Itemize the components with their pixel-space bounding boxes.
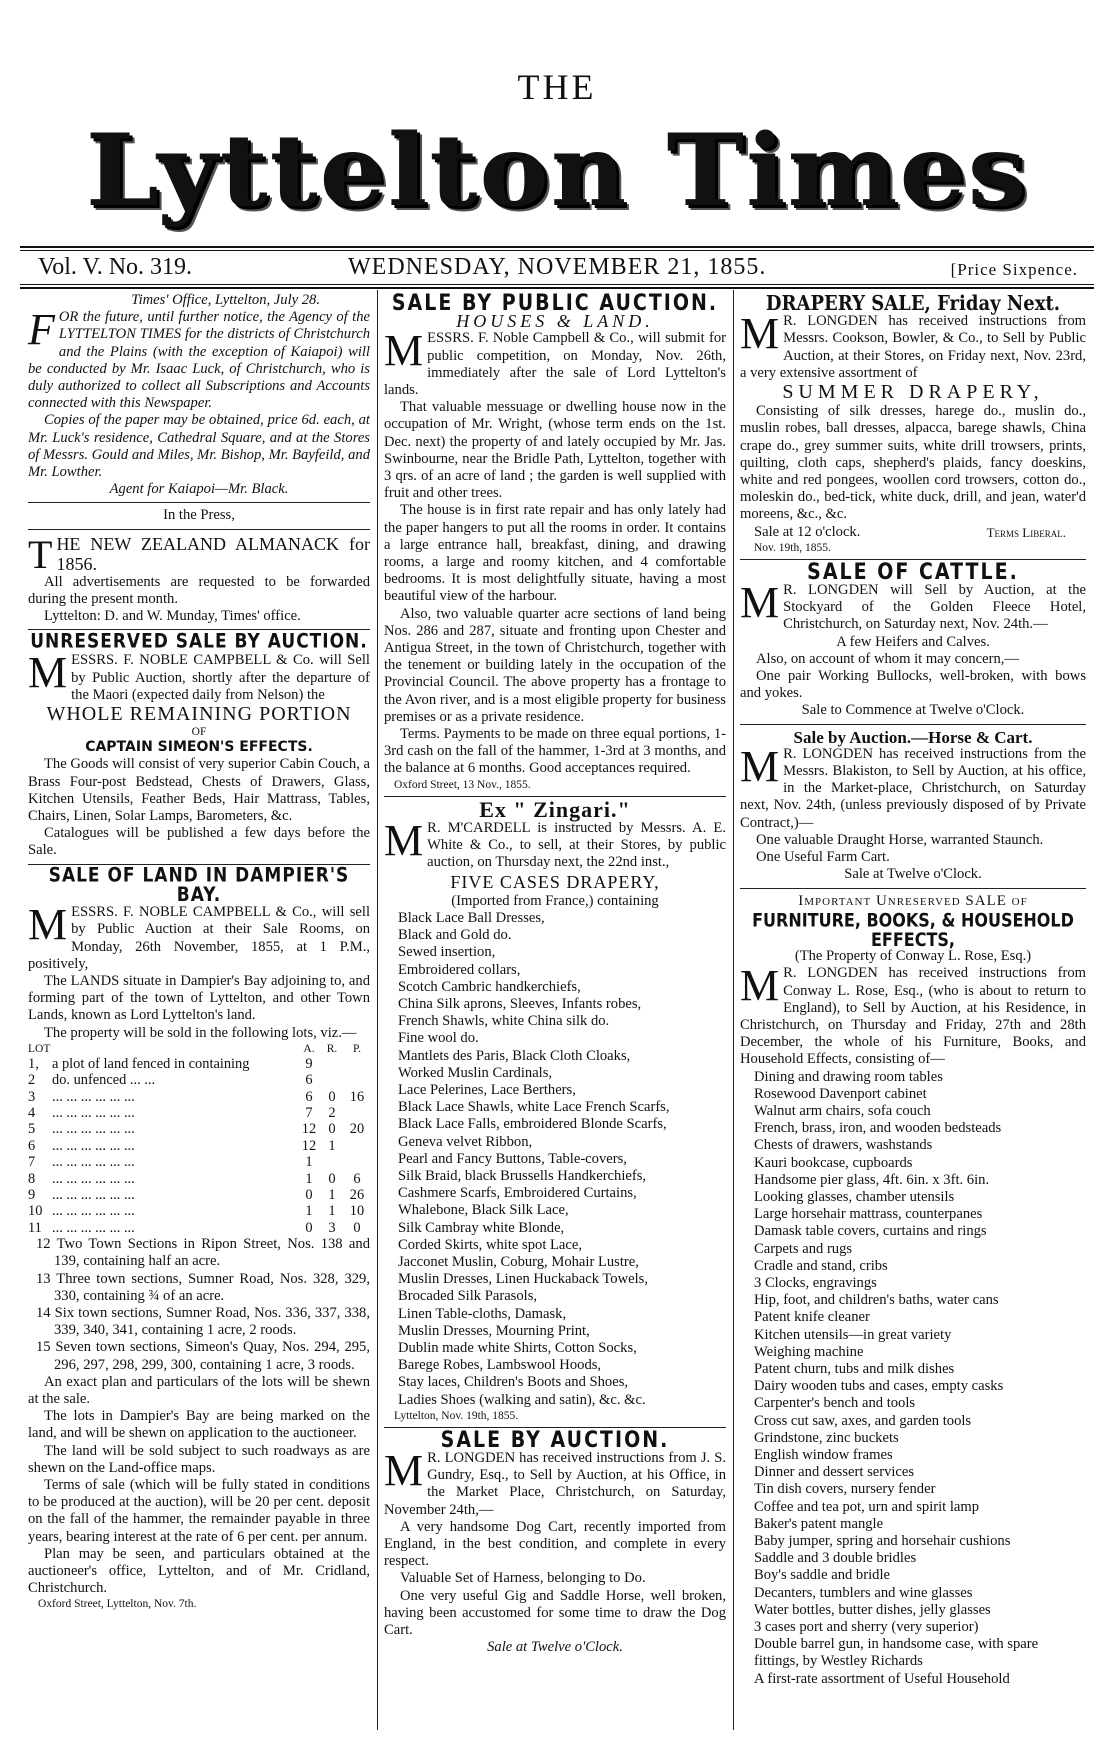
divider (28, 502, 370, 503)
cattle-sale-heading: SALE OF CATTLE. (807, 559, 1019, 585)
list-item: Chests of drawers, washstands (754, 1137, 933, 1154)
masthead-rule-top (20, 246, 1094, 248)
catalogues-note: Catalogues will be published a few days before the Sale. (28, 825, 370, 859)
drop-cap: M (740, 741, 780, 791)
almanack-body: All advertisements are requested to be forwarded during the present month. (28, 573, 370, 607)
table-row: 8 ... ... ... ... ... ... 1 0 6 (28, 1170, 361, 1187)
list-item: China Silk aprons, Sleeves, Infants robes, (398, 995, 642, 1012)
imported-from-france: (Imported from France,) containing (451, 892, 659, 909)
list-item: Barege Robes, Lambswool Hoods, (398, 1357, 602, 1374)
list-item: Weighing machine (754, 1343, 864, 1360)
terms-liberal: Terms Liberal. (986, 524, 1066, 540)
lots-table (28, 1042, 370, 1236)
five-cases-drapery: FIVE CASES DRAPERY, (450, 871, 660, 892)
dwelling-house: That valuable messuage or dwelling house now in the occupation of Mr. Wright, (whose term ends on the 1st. Dec. next) the property of and lately occupied by Mr. Jas. Swinbourne, near the Bridle Path, Lyttelton, together with 3 qrs. of an acre of land ; the garden is well supplied with fruit and other trees. (384, 399, 726, 502)
notice-copies: Copies of the paper may be obtained, price 6d. each, at Mr. Luck's residence, Cathedral Square, and at the Stores of Messrs. Gould and Miles, Mr. Bishop, Mr. Bayfeild, and Mr. Lowther. (28, 412, 370, 481)
table-row: 2 do. unfenced ... ... 6 (28, 1072, 313, 1089)
list-item: Black Lace Ball Dresses, (398, 909, 545, 926)
issue-date: WEDNESDAY, NOVEMBER 21, 1855. (348, 254, 767, 280)
zingari-sign: Lyttelton, Nov. 19th, 1855. (394, 1409, 519, 1422)
dampier-plan-seen: Plan may be seen, and particulars obtained at the auctioneer's office, Lyttelton, and of Mr. Cridland, Christchurch. (28, 1545, 370, 1597)
list-item: Carpenter's bench and tools (754, 1395, 916, 1412)
drop-cap: M (384, 326, 424, 376)
masthead-the: THE (517, 67, 597, 107)
dampier-marked: The lots in Dampier's Bay are being marked on the land, and will be shewn on application to the auctioneer. (28, 1408, 370, 1442)
lot-13: 13 Three town sections, Sumner Road, Nos. 328, 329, 330, containing ¾ of an acre. (36, 1270, 370, 1304)
notice-dateline: Times' Office, Lyttelton, July 28. (131, 292, 320, 308)
list-item: Handsome pier glass, 4ft. 6in. x 3ft. 6in. (754, 1171, 990, 1188)
houses-land-subheading: HOUSES & LAND. (456, 311, 654, 332)
table-row: 3 ... ... ... ... ... ... 6 0 16 (28, 1088, 365, 1105)
drapery-sale-heading: DRAPERY SALE, Friday Next. (765, 291, 1061, 316)
divider (740, 888, 1086, 889)
list-item: Boy's saddle and bridle (754, 1567, 890, 1584)
list-item: Muslin Dresses, Linen Huckaback Towels, (398, 1271, 648, 1288)
list-item: Cashmere Scarfs, Embroidered Curtains, (398, 1185, 637, 1202)
dampier-sale-heading: SALE OF LAND IN DAMPIER'S BAY. (48, 863, 350, 907)
lot-12: 12 Two Town Sections in Ripon Street, Nos. 138 and 139, containing half an acre. (36, 1236, 370, 1270)
list-item: Water bottles, butter dishes, jelly glasses (754, 1601, 991, 1618)
horse-cart-heading: Sale by Auction.—Horse & Cart. (793, 727, 1033, 747)
list-item: Jacconet Muslin, Coburg, Mohair Lustre, (398, 1253, 639, 1270)
dateline (28, 254, 1088, 282)
table-row: 4 ... ... ... ... ... ... 7 2 (28, 1104, 336, 1121)
table-row: 7 ... ... ... ... ... ... 1 (28, 1154, 313, 1171)
drop-cap: M (740, 961, 780, 1011)
list-item: Damask table covers, curtains and rings (754, 1223, 987, 1240)
public-auction-body: MESSRS. F. Noble Campbell & Co., will submit for public competition, on Monday, Nov. 26th, immediately after the sale of Lord Lyttelton's lands. (384, 326, 726, 399)
press-label: In the Press, (163, 507, 235, 524)
lot-15: 15 Seven town sections, Simeon's Quay, Nos. 294, 295, 296, 297, 298, 299, 300, containing 1 acre, 3 roods. (36, 1339, 370, 1373)
list-item: French Shawls, white China silk do. (398, 1013, 610, 1030)
auction-time: Sale at Twelve o'Clock. (487, 1639, 623, 1656)
list-item: Dublin made white Shirts, Cotton Socks, (398, 1339, 637, 1356)
list-item: Tin dish covers, nursery fender (754, 1481, 936, 1498)
cattle-sale-body: M R. LONGDEN will Sell by Auction, at the Stockyard of the Golden Fleece Hotel, Christchurch, on Saturday next, Nov. 24th.— (740, 578, 1086, 633)
masthead-rule-top-thin (20, 250, 1094, 251)
volume-number: Vol. V. No. 319. (38, 254, 193, 280)
list-item: Silk Braid, black Brussells Handkerchiefs, (398, 1167, 647, 1184)
zingari-heading: Ex " Zingari." (479, 796, 631, 822)
list-item: Patent churn, tubs and milk dishes (754, 1360, 955, 1377)
public-auction-heading: SALE BY PUBLIC AUCTION. (391, 290, 719, 316)
notice-agent: Agent for Kaiapoi—Mr. Black. (109, 481, 289, 498)
drop-cap: T (28, 531, 53, 577)
payment-terms: Terms. Payments to be made on three equal portions, 1-3rd cash on the fall of the hammer, 1-3rd at 3 months, and the balance at 6 months. Good acceptances required. (384, 726, 726, 777)
list-item: Carpets and rugs (754, 1240, 853, 1257)
list-item: Cross cut saw, axes, and garden tools (754, 1412, 972, 1429)
list-item: Patent knife cleaner (754, 1309, 870, 1326)
list-item: Ladies Shoes (walking and satin), &c. &c. (398, 1391, 646, 1408)
dampier-property: The property will be sold in the following lots, viz.— (44, 1024, 357, 1041)
list-item: Saddle and 3 double bridles (754, 1550, 917, 1567)
agency-notice (28, 305, 370, 412)
heifers-calves: A few Heifers and Calves. (836, 633, 990, 650)
furniture-heading: FURNITURE, BOOKS, & HOUSEHOLD EFFECTS, (752, 908, 1074, 951)
column-1 (28, 292, 370, 1611)
drop-cap: M (28, 900, 68, 950)
harness: Valuable Set of Harness, belonging to Do. (400, 1570, 646, 1587)
drop-cap: M (384, 1446, 424, 1495)
furniture-body: M R. LONGDEN has received instructions from Conway L. Rose, Esq., (who is about to return to England), to Sell by Auction, at his Residence, in Christchurch, on Thursday and Friday, 27th and 28th December, the whole of his Furniture, Books, and Household Effects, consisting of— (740, 961, 1086, 1068)
list-item: Black Lace Shawls, white Lace French Scarfs, (398, 1099, 670, 1116)
lot-14: 14 Six town sections, Sumner Road, Nos. 336, 337, 338, 339, 340, 341, containing 1 acre, 2 roods. (36, 1305, 370, 1339)
list-item: Worked Muslin Cardinals, (398, 1064, 553, 1081)
list-item: Baby jumper, spring and horsehair cushions (754, 1533, 1011, 1550)
table-row: 1, a plot of land fenced in containing 9 (28, 1055, 313, 1072)
divider (740, 724, 1086, 725)
public-auction-sign: Oxford Street, 13 Nov., 1855. (394, 778, 531, 791)
list-item: Pearl and Fancy Buttons, Table-covers, (398, 1150, 627, 1167)
list-item: Corded Skirts, white spot Lace, (398, 1236, 583, 1253)
table-row: 10 ... ... ... ... ... ... 1 1 10 (28, 1203, 365, 1220)
list-item: Geneva velvet Ribbon, (398, 1133, 533, 1150)
list-item: Kauri bookcase, cupboards (754, 1154, 913, 1171)
list-item: 3 cases port and sherry (very superior) (754, 1619, 979, 1636)
list-item: Grindstone, zinc buckets (754, 1429, 899, 1446)
quarter-acre-sections: Also, two valuable quarter acre sections of land being Nos. 286 and 287, situate and fronting upon Chester and Antigua Street, in the town of Christchurch, together with the tenement or building lately in the occupation of the Provincial Council. The above property has a frontage to the Avon river, and is a most eligible property for business premises or as a private residence. (384, 605, 726, 725)
masthead-rule-bottom-thin (20, 284, 1094, 285)
cattle-also: Also, on account of whom it may concern,— (756, 650, 1020, 667)
zingari-body: M R. M'CARDELL is instructed by Messrs. A. E. White & Co., to sell, at their Stores, by public auction, on Thursday next, the 22nd inst., (384, 815, 726, 871)
of-label: OF (191, 726, 207, 739)
divider (28, 529, 370, 530)
list-item: Whalebone, Black Silk Lace, (398, 1202, 569, 1219)
cattle-sale-time: Sale to Commence at Twelve o'Clock. (801, 702, 1025, 719)
masthead-title: Lyttelton Times (85, 112, 1029, 229)
drapery-sale-body: M R. LONGDEN has received instructions from Messrs. Cookson, Bowler, & Co., to Sell by Public Auction, at their Stores, on Friday next, Nov. 23rd, a very extensive assortment of (740, 309, 1086, 381)
furniture-property: (The Property of Conway L. Rose, Esq.) (794, 948, 1032, 965)
table-row: 5 ... ... ... ... ... ... 12 0 20 (28, 1121, 365, 1138)
list-item: 3 Clocks, engravings (754, 1274, 877, 1291)
table-row: 11 ... ... ... ... ... ... 0 3 0 (28, 1219, 361, 1236)
draught-horse: One valuable Draught Horse, warranted Staunch. (756, 831, 1044, 848)
price-label: [Price Sixpence. (950, 260, 1078, 279)
house-description: The house is in first rate repair and has only lately had the paper hangers to put all the rooms in order. It contains a large entrance hall, breakfast, dining, and drawing rooms, a large and roomy kitchen, and 4 comfortable bedrooms. It is most delightfully situate, having a most beautiful view of the harbour. (384, 502, 726, 605)
drop-cap: M (740, 309, 780, 359)
dampier-terms: Terms of sale (which will be fully stated in conditions to be produced at the auction), will be 20 per cent. deposit on the fall of the hammer, the remainder payable in three years, bearing interest at the rate of 6 per cent. per annum. (28, 1477, 370, 1545)
summer-drapery: SUMMER DRAPERY, (782, 381, 1044, 404)
list-item: Large horsehair mattrass, counterpanes (754, 1206, 983, 1223)
list-item: Silk Cambray white Blonde, (398, 1219, 565, 1236)
dampier-sale-body: MESSRS. F. NOBLE CAMPBELL & Co., will sell by Public Auction at their Sale Rooms, on Monday, 26th November, 1855, at 1 P.M., positively, (28, 900, 370, 972)
goods-list: The Goods will consist of very superior Cabin Couch, a Brass Four-post Bedstead, Chests of Drawers, Glass, Kitchen Utensils, Feather Beds, Hair Mattrass, Tables, Chairs, Linen, Solar Lamps, Barometers, &c. (28, 756, 370, 825)
dog-cart: A very handsome Dog Cart, recently imported from England, in the best condition, and complete in every respect. (384, 1518, 726, 1570)
drapery-date: Nov. 19th, 1855. (754, 541, 831, 554)
lots-table-header (28, 1042, 370, 1056)
drop-cap: M (384, 815, 424, 865)
dampier-roadways: The land will be sold subject to such roadways as are shewn on the Land-office maps. (28, 1442, 370, 1476)
dampier-sign: Oxford Street, Lyttelton, Nov. 7th. (38, 1598, 197, 1611)
header-perches: P. (353, 1042, 361, 1055)
furniture-items-list (740, 1069, 1086, 1688)
working-bullocks: One pair Working Bullocks, well-broken, with bows and yokes. (740, 668, 1086, 702)
list-item: Embroidered collars, (398, 961, 521, 978)
drapery-sale-terms-line (740, 524, 1086, 541)
list-item: French, brass, iron, and wooden bedsteads (754, 1120, 1002, 1137)
dampier-plan: An exact plan and particulars of the lots will be shewn at the sale. (28, 1373, 370, 1408)
list-item: Black Lace Falls, embroidered Blonde Scarfs, (398, 1116, 667, 1133)
list-item: A first-rate assortment of Useful Household (754, 1670, 1010, 1687)
furniture-pre-heading: Important Unreserved SALE of (798, 892, 1028, 909)
list-item: Mantlets des Paris, Black Cloth Cloaks, (398, 1047, 631, 1064)
list-item: Coffee and tea pot, urn and spirit lamp (754, 1498, 980, 1515)
drop-cap: F (28, 305, 55, 355)
sale-by-auction-body: M R. LONGDEN has received instructions from J. S. Gundry, Esq., to Sell by Auction, at his Office, in the Market Place, Christchurch, on Saturday, November 24th,— (384, 1446, 726, 1518)
drop-cap: M (740, 578, 780, 628)
list-item: Brocaded Silk Parasols, (398, 1288, 538, 1305)
zingari-items-list (384, 910, 726, 1409)
unreserved-sale-body: MESSRS. F. NOBLE CAMPBELL & Co. will Sell by Public Auction, shortly after the departure of the Maori (expected daily from Nelson) the (28, 648, 370, 703)
farm-cart: One Useful Farm Cart. (756, 849, 890, 866)
horse-cart-body: M R. LONGDEN has received instructions from the Messrs. Blakiston, to Sell by Auction, at his office, in the Market-place, Christchurch, on Saturday next, Nov. 24th, (unless previously disposed of by Private Contract,)— (740, 741, 1086, 831)
header-lot: LOT (28, 1042, 51, 1055)
unreserved-sale-heading: UNRESERVED SALE BY AUCTION. (30, 630, 368, 654)
list-item: Hip, foot, and children's baths, water cans (754, 1292, 999, 1309)
list-item: Double barrel gun, in handsome case, with spare fittings, by Westley Richards (754, 1636, 1039, 1670)
almanack-title: THE NEW ZEALAND ALMANACK for 1856. (28, 531, 370, 577)
column-3 (740, 292, 1086, 1688)
header-acres: A. (303, 1042, 315, 1055)
list-item: Fine wool do. (398, 1030, 479, 1047)
remaining-portion-line: WHOLE REMAINING PORTION (46, 703, 352, 726)
drapery-consisting: Consisting of silk dresses, harege do., muslin do., muslin robes, ball dresses, alpacca, barege shawls, China crape do., grey summer suits, white drill trowsers, prints, quilting, cloth caps, shepherd's plaids, fancy doeskins, white and red pongees, woollen cord trowsers, cotton do., moleskin do., bed-tick, white duck, drill, and jean, water'd moreens, &c., &c. (740, 403, 1086, 523)
list-item: Muslin Dresses, Mourning Print, (398, 1322, 590, 1339)
list-item: Rosewood Davenport cabinet (754, 1085, 927, 1102)
table-row: 9 ... ... ... ... ... ... 0 1 26 (28, 1186, 365, 1203)
captain-effects: CAPTAIN SIMEON'S EFFECTS. (85, 739, 313, 756)
agency-notice-text: OR the future, until further notice, the Agency of the LYTTELTON TIMES for the districts of Christchurch and the Plains (with the exception of Kaiapoi) will be conducted by Mr. Isaac Luck, of Christchurch, who is duly authorized to collect all Subscriptions and Accounts connected with this Newspaper. (28, 309, 370, 412)
almanack-sign: Lyttelton: D. and W. Munday, Times' office. (44, 608, 301, 625)
list-item: Stay laces, Children's Boots and Shoes, (398, 1374, 629, 1391)
table-row: 6 ... ... ... ... ... ... 12 1 (28, 1137, 336, 1154)
header-roods: R. (326, 1042, 338, 1055)
list-item: English window frames (754, 1447, 893, 1463)
list-item: Scotch Cambric handkerchiefs, (398, 978, 581, 995)
list-item: Looking glasses, chamber utensils (754, 1188, 955, 1205)
sale-by-auction-heading: SALE BY AUCTION. (440, 1427, 670, 1453)
list-item: Walnut arm chairs, sofa couch (754, 1102, 931, 1119)
list-item: Cradle and stand, cribs (754, 1257, 888, 1274)
gig-saddle-horse: One very useful Gig and Saddle Horse, well broken, having been accustomed for some time to draw the Dog Cart. (384, 1587, 726, 1639)
dampier-lands: The LANDS situate in Dampier's Bay adjoining to, and forming part of the town of Lyttelton, and other Town Lands, known as Lord Lyttelton's land. (28, 972, 370, 1024)
column-divider-2 (733, 290, 734, 1730)
list-item: Decanters, tumblers and wine glasses (754, 1584, 973, 1601)
drapery-sale-time: Sale at 12 o'clock. (754, 523, 861, 540)
masthead-rule-bottom (20, 287, 1094, 289)
list-item: Baker's patent mangle (754, 1515, 884, 1532)
horse-sale-time: Sale at Twelve o'Clock. (844, 866, 982, 883)
list-item: Linen Table-cloths, Damask, (398, 1305, 567, 1322)
column-2 (384, 292, 726, 1656)
column-divider-1 (377, 290, 378, 1730)
list-item: Dining and drawing room tables (754, 1068, 943, 1085)
drop-cap: M (28, 648, 68, 698)
list-item: Dinner and dessert services (754, 1464, 915, 1481)
list-item: Black and Gold do. (398, 927, 512, 944)
list-item: Lace Pelerines, Lace Berthers, (398, 1081, 576, 1098)
list-item: Sewed insertion, (398, 944, 496, 961)
list-item: Dairy wooden tubs and cases, empty casks (754, 1378, 1004, 1395)
list-item: Kitchen utensils—in great variety (754, 1326, 952, 1343)
